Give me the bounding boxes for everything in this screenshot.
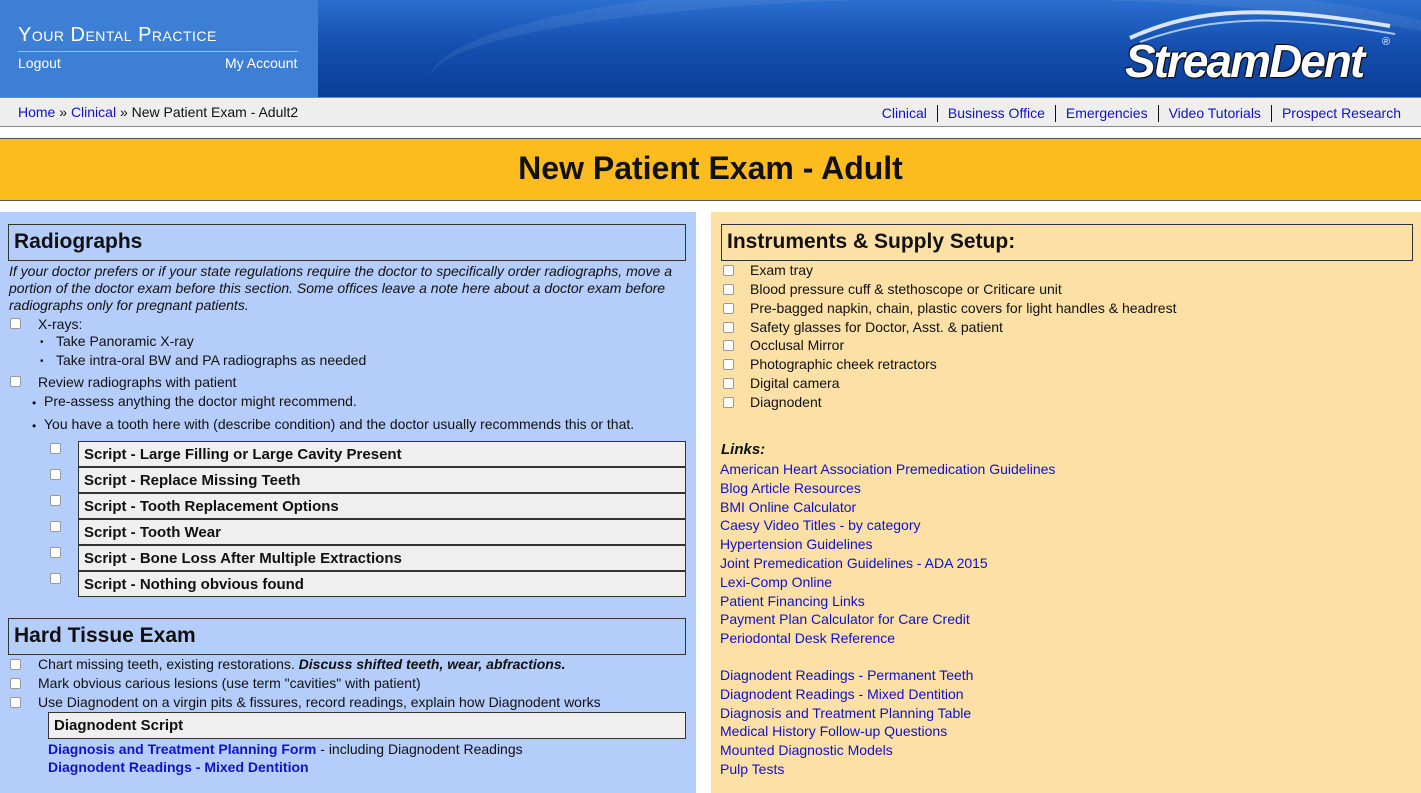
- link-item[interactable]: American Heart Association Premedication Guidelines: [720, 461, 1056, 477]
- script-checkbox[interactable]: [50, 573, 61, 584]
- radiographs-note-line: radiographs only for pregnant patients.: [9, 297, 249, 313]
- link-item[interactable]: Periodontal Desk Reference: [720, 630, 896, 646]
- xray-item: Take Panoramic X-ray: [56, 333, 194, 349]
- instrument-item: Photographic cheek retractors: [750, 356, 937, 372]
- link-item[interactable]: Patient Financing Links: [720, 593, 865, 609]
- practice-divider: [18, 51, 298, 52]
- diagnodent-mixed-dentition-link[interactable]: Diagnodent Readings - Mixed Dentition: [48, 759, 309, 775]
- script-large-filling[interactable]: Script - Large Filling or Large Cavity Present: [78, 441, 686, 467]
- instrument-checkbox[interactable]: [723, 284, 734, 295]
- link-item[interactable]: Caesy Video Titles - by category: [720, 517, 921, 533]
- title-bar: [0, 138, 1421, 201]
- instrument-checkbox[interactable]: [723, 340, 734, 351]
- instrument-item: Blood pressure cuff & stethoscope or Criticare unit: [750, 281, 1062, 297]
- instrument-item: Pre-bagged napkin, chain, plastic covers for light handles & headrest: [750, 300, 1177, 316]
- script-nothing-obvious[interactable]: Script - Nothing obvious found: [78, 571, 686, 597]
- navigation-bar: [0, 97, 1421, 127]
- script-checkbox[interactable]: [50, 469, 61, 480]
- nav-clinical[interactable]: Clinical: [881, 105, 927, 121]
- instrument-checkbox[interactable]: [723, 303, 734, 314]
- radiographs-heading: Radiographs: [8, 224, 686, 261]
- nav-business-office[interactable]: Business Office: [937, 105, 1055, 122]
- instrument-item: Safety glasses for Doctor, Asst. & patient: [750, 319, 1003, 335]
- top-navigation: [872, 105, 1411, 122]
- script-replace-missing-teeth[interactable]: Script - Replace Missing Teeth: [78, 467, 686, 493]
- chart-missing-teeth-emphasis: Discuss shifted teeth, wear, abfractions.: [298, 656, 566, 672]
- breadcrumb-separator: »: [116, 104, 132, 120]
- hard-tissue-heading: Hard Tissue Exam: [8, 618, 686, 655]
- breadcrumb-current: New Patient Exam - Adult2: [131, 104, 299, 120]
- link-item[interactable]: Diagnosis and Treatment Planning Table: [720, 705, 972, 721]
- link-item[interactable]: Hypertension Guidelines: [720, 536, 873, 552]
- dx-planning-form-link[interactable]: Diagnosis and Treatment Planning Form: [48, 741, 317, 757]
- xray-item: Take intra-oral BW and PA radiographs as needed: [56, 352, 367, 368]
- breadcrumb-separator: »: [55, 104, 71, 120]
- review-radiographs-label: Review radiographs with patient: [38, 374, 237, 390]
- logo-text: StreamDent: [1125, 35, 1364, 87]
- xrays-checkbox[interactable]: [10, 318, 21, 329]
- link-item[interactable]: Blog Article Resources: [720, 480, 861, 496]
- breadcrumb: [18, 104, 298, 120]
- breadcrumb-home[interactable]: Home: [18, 104, 56, 120]
- review-item: You have a tooth here with (describe condition) and the doctor usually recommends this or that.: [44, 416, 635, 432]
- radiographs-note-line: portion of the doctor exam before this section. Some offices leave a note here about a doctor exam before: [9, 280, 666, 296]
- link-item[interactable]: Lexi-Comp Online: [720, 574, 833, 590]
- bullet-icon: •: [40, 337, 44, 348]
- breadcrumb-clinical[interactable]: Clinical: [70, 104, 117, 120]
- review-item: Pre-assess anything the doctor might recommend.: [44, 393, 357, 409]
- script-checkbox[interactable]: [50, 443, 61, 454]
- script-bone-loss[interactable]: Script - Bone Loss After Multiple Extractions: [78, 545, 686, 571]
- script-checkbox[interactable]: [50, 521, 61, 532]
- bullet-icon: •: [40, 356, 44, 367]
- nav-emergencies[interactable]: Emergencies: [1055, 105, 1158, 122]
- practice-box: [0, 0, 318, 97]
- bullet-icon: •: [32, 396, 37, 410]
- mark-carious-lesions-checkbox[interactable]: [10, 678, 21, 689]
- nav-prospect-research[interactable]: Prospect Research: [1271, 105, 1411, 122]
- instrument-item: Occlusal Mirror: [750, 337, 845, 353]
- chart-missing-teeth-checkbox[interactable]: [10, 659, 21, 670]
- practice-name: Your Dental Practice: [18, 24, 217, 46]
- instrument-item: Exam tray: [750, 262, 814, 278]
- script-tooth-wear[interactable]: Script - Tooth Wear: [78, 519, 686, 545]
- use-diagnodent-checkbox[interactable]: [10, 697, 21, 708]
- instrument-item: Digital camera: [750, 375, 840, 391]
- page-title: New Patient Exam - Adult: [518, 150, 903, 186]
- script-checkbox[interactable]: [50, 547, 61, 558]
- my-account-link[interactable]: My Account: [225, 55, 298, 71]
- link-item[interactable]: Mounted Diagnostic Models: [720, 742, 893, 758]
- radiographs-note-line: If your doctor prefers or if your state regulations require the doctor to specifically order radiographs, move a: [9, 263, 672, 279]
- instruments-heading: Instruments & Supply Setup:: [721, 224, 1413, 261]
- script-tooth-replacement-options[interactable]: Script - Tooth Replacement Options: [78, 493, 686, 519]
- script-checkbox[interactable]: [50, 495, 61, 506]
- dx-planning-form-row: [48, 741, 523, 757]
- use-diagnodent-label: Use Diagnodent on a virgin pits & fissures, record readings, explain how Diagnodent works: [38, 694, 601, 710]
- instrument-checkbox[interactable]: [723, 265, 734, 276]
- links-heading: Links:: [721, 441, 766, 458]
- chart-missing-teeth-text: Chart missing teeth, existing restorations.: [38, 656, 299, 672]
- link-item[interactable]: Diagnodent Readings - Permanent Teeth: [720, 667, 974, 683]
- xrays-label: X-rays:: [38, 316, 83, 332]
- link-item[interactable]: Pulp Tests: [720, 761, 785, 777]
- bullet-icon: •: [32, 419, 37, 433]
- instrument-checkbox[interactable]: [723, 378, 734, 389]
- chart-missing-teeth-label: [38, 656, 566, 672]
- instrument-checkbox[interactable]: [723, 397, 734, 408]
- review-radiographs-checkbox[interactable]: [10, 376, 21, 387]
- registered-mark: ®: [1382, 36, 1391, 48]
- link-item[interactable]: Joint Premedication Guidelines - ADA 2015: [720, 555, 988, 571]
- link-item[interactable]: Payment Plan Calculator for Care Credit: [720, 611, 970, 627]
- streamdent-logo[interactable]: [1120, 6, 1410, 92]
- mark-carious-lesions-label: Mark obvious carious lesions (use term "cavities" with patient): [38, 675, 421, 691]
- link-item[interactable]: Medical History Follow-up Questions: [720, 723, 948, 739]
- instrument-item: Diagnodent: [750, 394, 822, 410]
- dx-planning-form-suffix: - including Diagnodent Readings: [316, 741, 523, 757]
- link-item[interactable]: BMI Online Calculator: [720, 499, 857, 515]
- link-item[interactable]: Diagnodent Readings - Mixed Dentition: [720, 686, 964, 702]
- header: [0, 0, 1421, 97]
- instrument-checkbox[interactable]: [723, 322, 734, 333]
- logout-link[interactable]: Logout: [18, 55, 61, 71]
- diagnodent-script[interactable]: Diagnodent Script: [48, 712, 686, 739]
- instrument-checkbox[interactable]: [723, 359, 734, 370]
- nav-video-tutorials[interactable]: Video Tutorials: [1158, 105, 1271, 122]
